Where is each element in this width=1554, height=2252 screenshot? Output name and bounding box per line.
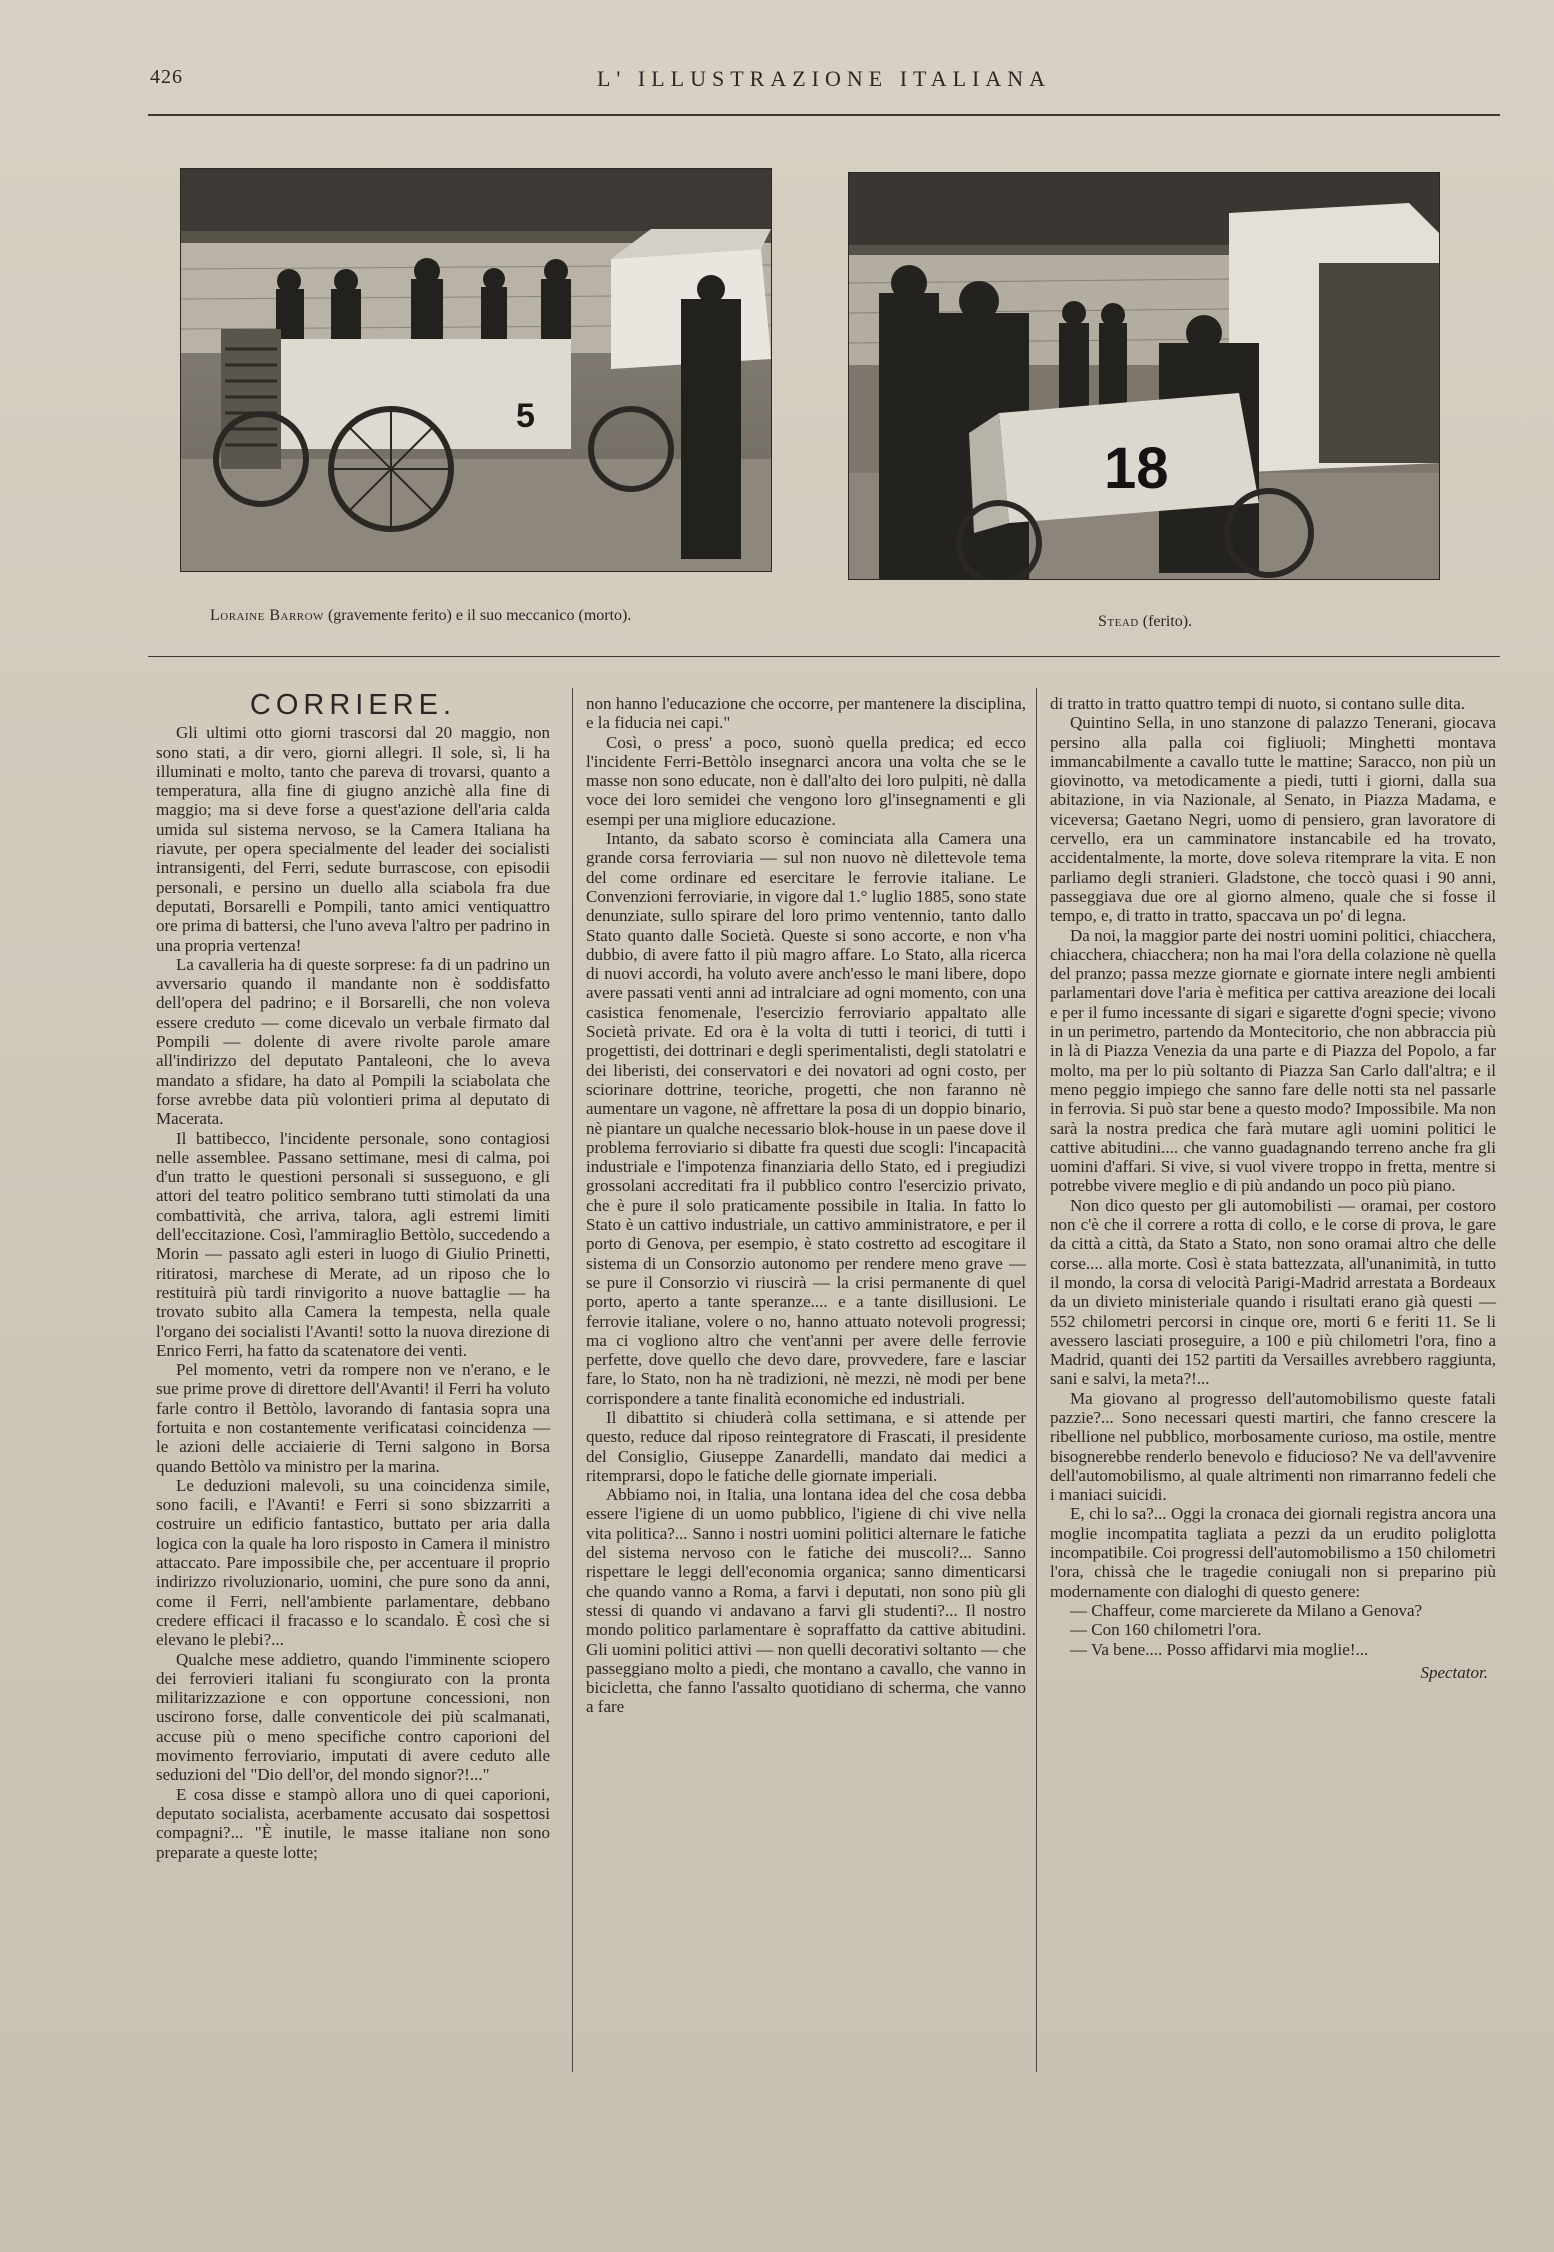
article-title: CORRIERE. xyxy=(249,689,457,721)
caption-text: (gravemente ferito) e il suo meccanico (morto). xyxy=(323,607,632,624)
race-car-5-illustration xyxy=(181,169,771,571)
paragraph: E cosa disse e stampò allora uno di quei caporioni, deputato socialista, acerbamente accusato dai sospettosi compagni?... "È inutile, le masse italiane non sono preparate a queste lotte; xyxy=(156,1784,550,1862)
dialogue-line: — Va bene.... Posso affidarvi mia moglie!... xyxy=(1070,1639,1369,1659)
paragraph: Da noi, la maggior parte dei nostri uomini politici, chiacchera, chiacchera, chiacchera; non ha mai l'ora della colazione nè quella del pranzo; passa mezze giornate e giornate intere negli ambienti parlamentari dove l'aria è mefitica per cattiva areazione dei locali e per il fumo incessante di sigari e sigarette d'ogni specie; vivono in un perimetro, partendo da Montecitorio, che non abbraccia più in là di Piazza Venezia da una parte e di Piazza del Popolo, a far molto, ma per lo più soltanto di Piazza San Carlo dall'altra; e il meno peggio impiego che sanno fare delle notti sta nel passarle in ferrovia. Si può star bene a questo modo? Impossibile. Ma non sarà la nostra predica che farà mutare agli uomini politici le cattive abitudini.... che vanno guadagnando terreno anche fra gli uomini d'affari. Si vive, si vuol vivere troppo in fretta, mentre si potrebbe vivere meglio e di più andando un poco più piano. xyxy=(1050,925,1496,1196)
paragraph: Pel momento, vetri da rompere non ve n'erano, e le sue prime prove di direttore dell'Avanti! il Ferri ha voluto farle contro il Bettòlo, lavorando di fantasia sopra una fortuita e non costantemente verificatasi coincidenza — le azioni delle acciaierie di Terni salgono in Borsa quando Bettòlo va ministro per la marina. xyxy=(156,1360,550,1476)
paragraph: Non dico questo per gli automobilisti — oramai, per costoro non c'è che il correre a rotta di collo, e le corse di prova, le gare da città a città, da Stato a Stato, non sono oramai altro che delle corse.... alla morte. Così è stata battezzata, all'unanimità, in tutto il mondo, la corsa di velocità Parigi-Madrid arrestata a Bordeaux da un divieto ministeriale quando i risultati erano già questi — 552 chilometri percorsi in cinque ore, morti 6 e feriti 11. Se li avessero lasciati proseguire, a 100 e più chilometri l'ora, fino a Madrid, quanti dei 152 partiti da Versailles avrebbero raggiunta, sani e salvi, la meta?!... xyxy=(1050,1195,1496,1389)
dialogue-line: — Chaffeur, come marcierete da Milano a Genova? xyxy=(1070,1600,1423,1620)
paragraph: Così, o press' a poco, suonò quella predica; ed ecco l'incidente Ferri-Bettòlo insegnarci ancora una volta che se le masse non sono educate, non è dall'alto dei loro pulpiti, nè dalla voce dei loro semidei che vengono loro gl'insegnamenti e gli esempi per una migliore educazione. xyxy=(586,732,1026,829)
photo-race-car-18 xyxy=(848,172,1440,580)
paragraph: Le deduzioni malevoli, su una coincidenza simile, sono facili, e l'Avanti! e Ferri si sono sbizzarriti a costruire un edificio fantastico, buttato per aria dalla logica con la quale ha loro risposto in Camera il ministro attaccato. Pare impossibile che, per accentuare il proprio indirizzo rivoluzionario, uomini, che pure sono da anni, come il Ferri, nell'ambiente parlamentare, debbano credere efficaci il fracasso e lo scandalo. È così che si elevano le plebi?... xyxy=(156,1475,550,1650)
caption-text: (ferito). xyxy=(1138,613,1193,630)
paragraph: Abbiamo noi, in Italia, una lontana idea del che cosa debba essere l'igiene di un uomo pubblico, l'igiene di chi vive nella vita politica?... Sanno i nostri uomini politici alternare le fatiche del sistema nervoso con le fatiche dei muscoli?... Sanno rispettare le leggi dell'economia organica; sanno dimenticarsi che quando vanno a Roma, a farvi i deputati, non sono più gli stessi di quando vi andavano a farvi gli studenti?... Il nostro mondo politico parlamentare è sopraffatto da cattive abitudini. Gli uomini politici attivi — non quelli decorativi soltanto — che passeggiano molto a piedi, che montano a cavallo, che vanno in bicicletta, che fanno l'assalto quotidiano di scherma, che vanno a fare xyxy=(586,1485,1026,1717)
caption-name: Loraine Barrow xyxy=(210,607,324,624)
paragraph: non hanno l'educazione che occorre, per mantenere la disciplina, e la fiducia nei capi." xyxy=(586,694,1026,733)
header-rule xyxy=(148,114,1500,116)
photo-caption-left xyxy=(210,607,631,625)
race-car-18-illustration xyxy=(849,173,1439,579)
car-number-label: 5 xyxy=(516,397,535,435)
paragraph: Il dibattito si chiuderà colla settimana, e si attende per questo, reduce dal riposo reintegratore di Frascati, il presidente del Consiglio, Giuseppe Zanardelli, mandato dai medici a ritemprarsi, dopo le fatiche delle giornate imperiali. xyxy=(586,1407,1026,1485)
paragraph: Qualche mese addietro, quando l'imminente sciopero dei ferrovieri italiani fu scongiurato con la pronta militarizzazione e con opportune concessioni, non uscirono forse, dalle conventicole dei più scalmanati, accuse più o meno specifiche contro caporioni del movimento ferroviario, imputati di avere ceduto alle seduzioni del "Dio dell'or, del mondo signor?!..." xyxy=(156,1649,550,1785)
photo-caption-right xyxy=(1098,613,1192,631)
paragraph: E, chi lo sa?... Oggi la cronaca dei giornali registra ancora una moglie incompatita tagliata a pezzi da un erudito poliglotta incompatibile. Coi progressi dell'automobilismo a 150 chilometri l'ora, chissà che le tragedie coniugali non si preparino più modernamente con dialoghi di questo genere: xyxy=(1050,1504,1496,1601)
paragraph: Il battibecco, l'incidente personale, sono contagiosi nelle assemblee. Passano settimane, mesi di calma, poi d'un tratto le questioni personali si susseguono, e gli attori del teatro politico sembrano tutti stimolati da una combattività, che arriva, talora, agli estremi limiti dell'eccitazione. Così, l'ammiraglio Bettòlo, succedendo a Morin — passato agli esteri in luogo di Giulio Prinetti, ritiratosi, marchese di Merate, ad un riposo che lo restituirà più tardi rinvigorito a nuove battaglie — ha trovato subito alla Camera la tempesta, nella quale l'organo dei socialisti l'Avanti! sotto la nuova direzione di Enrico Ferri, ha fatto da scatenatore dei venti. xyxy=(156,1128,550,1360)
paragraph: Intanto, da sabato scorso è cominciata alla Camera una grande corsa ferroviaria — sul non nuovo nè dilettevole tema del come ordinare ed esercitare le ferrovie italiane. Le Convenzioni ferroviarie, in vigore dal 1.° luglio 1885, sono state denunziate, sullo spirare del loro primo ventennio, tanto dallo Stato quanto dalle Società. Queste si sono accorte, e non v'ha dubbio, di avere fatto il più magro affare. Lo Stato, alla ricerca di nuovi accordi, ha voluto avere anch'esso le mani libere, dopo avere passati venti anni ad intralciare ad ogni momento, con una casistica fenomenale, l'esercizio ferroviario appaltato alle Società private. Ed ora è la volta di tutti i teorici, di tutti i progettisti, dei dottrinari e degli sperimentalisti, degli statolatri e dei liberisti, dei conservatori e dei novatori ad ogni costo, per sciorinare dottrine, teoriche, progetti, che non faranno nè aumentare un vagone, nè affrettare la posa di un doppio binario, nè piantare un qualche necessario blok-house in un paese dove il problema ferroviario si dibatte fra questi due scogli: l'incapacità industriale e l'impotenza finanziaria dello Stato, ed i pregiudizi grossolani accreditati fra il pubblico contro l'esercizio privato, che è pure il solo praticamente possibile in Italia. In fatto lo Stato è un cattivo industriale, un cattivo amministratore, e per il porto di Genova, per esempio, è stato costretto ad escogitare il sistema di un Consorzio autonomo per rendere meno grave — se pure il Consorzio vi riuscirà — la crisi permanente di quel porto, aperto a tante speranze.... e a tante disillusioni. Le ferrovie italiane, volere o no, hanno attuato notevoli progressi; ma ci vogliono altro che vent'anni per avere delle ferrovie perfette, dove quello che devo dare, provvedere, fare e lasciar fare, lo Stato, non ha nè tradizioni, nè mezzi, nè modi per bene corrispondere a tante finalità economiche ed industriali. xyxy=(586,829,1026,1408)
paragraph: Ma giovano al progresso dell'automobilismo queste fatali pazzie?... Sono necessari questi martiri, che fanno crescere la ribellione nel pubblico, morbosamente curioso, ma ostile, mentre bisognerebbe renderlo benevolo e fiducioso? Ne va dell'avvenire dell'automobilismo, al quale altrimenti non rimarranno fedeli che i maniaci suicidi. xyxy=(1050,1388,1496,1505)
column-divider xyxy=(1036,688,1037,2072)
paragraph: La cavalleria ha di queste sorprese: fa di un padrino un avversario quando il mandante non è soddisfatto dell'opera del padrino; e il Borsarelli, che non voleva essere creduto — come dicevalo un verbale firmato dal Pompili — dolente di avere rivolte parole amare all'indirizzo del deputato Pantaleoni, che lo aveva mandato a sfidare, ha dato al Pompili la sciabolata che forse avrebbe data più volontieri prima al deputato di Macerata. xyxy=(156,954,550,1129)
page-header xyxy=(148,62,1500,122)
author-signature: Spectator. xyxy=(1420,1662,1488,1682)
paragraph: Quintino Sella, in uno stanzone di palazzo Tenerani, giocava persino alla palla coi figliuoli; Minghetti montava immancabilmente a cavallo tutte le mattine; Saracco, non più un giovinotto, va metodicamente a piedi, tutti i giorni, dalla sua abitazione, in via Nazionale, al Senato, in Piazza Madama, e viceversa; Gaetano Negri, uomo di pensiero, gran lavoratore di cervello, era un camminatore instancabile ed ha trovato, accidentalmente, la morte, dove soleva ritemprare la vita. E non parliamo degli stranieri. Gladstone, che toccò quasi i 90 anni, passeggiava due ore al giorno almeno, quale che si fosse il tempo, e, di tratto in tratto, spaccava un po' di legna. xyxy=(1050,713,1496,926)
section-rule xyxy=(148,656,1500,657)
column-divider xyxy=(572,688,573,2072)
car-number-label: 18 xyxy=(1104,436,1169,501)
article-column-1 xyxy=(156,689,550,1862)
article-column-3 xyxy=(1050,694,1496,1682)
dialogue-line: — Con 160 chilometri l'ora. xyxy=(1070,1620,1262,1640)
photo-race-car-5 xyxy=(180,168,772,572)
paragraph: di tratto in tratto quattro tempi di nuoto, si contano sulle dita. xyxy=(1050,694,1466,713)
article-column-2 xyxy=(586,694,1026,1717)
paragraph: Gli ultimi otto giorni trascorsi dal 20 maggio, non sono stati, a dir vero, giorni allegri. Il sole, sì, li ha illuminati e molto, tanto che pareva di trovarsi, quanto a temperatura, alla fine di giugno anzichè alla fine di maggio; ma si deve forse a quest'azione dell'aria calda umida sul sistema nervoso, se la Camera Italiana ha riavute, per opera specialmente del leader dei socialisti intransigenti, del Ferri, sedute burrascose, con episodii personali, e persino un duello alla sciabola fra due deputati, Borsarelli e Pompili, tanto amici ventiquattro ore prima di battersi, che l'uno aveva l'altro per padrino in una propria vertenza! xyxy=(156,723,550,955)
caption-name: Stead xyxy=(1098,613,1139,630)
magazine-title: L' ILLUSTRAZIONE ITALIANA xyxy=(596,66,1052,91)
page-number: 426 xyxy=(150,66,183,88)
